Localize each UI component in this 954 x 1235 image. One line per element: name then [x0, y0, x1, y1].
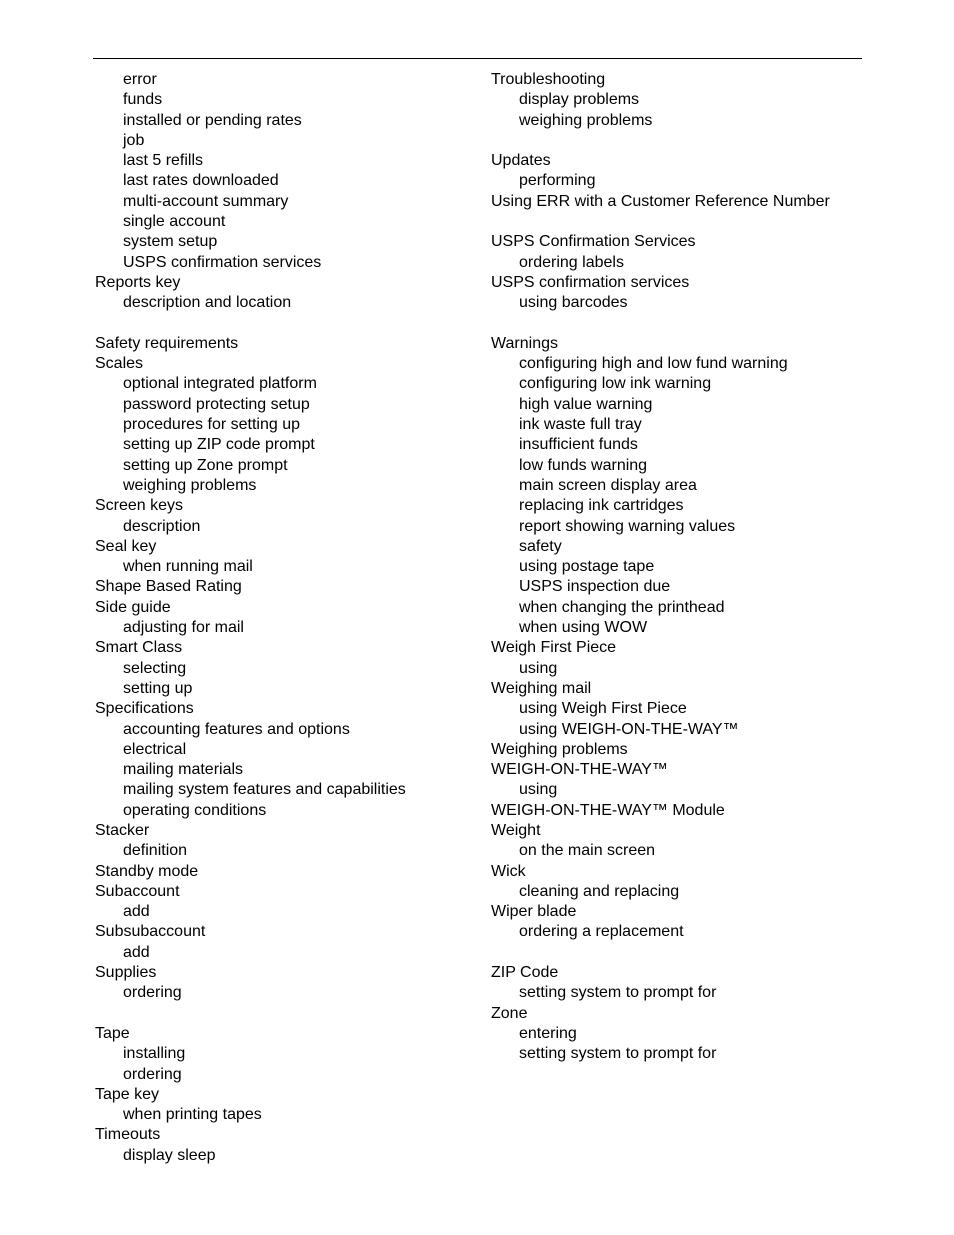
index-subentry: main screen display area	[519, 476, 697, 494]
index-entry: Standby mode	[95, 862, 199, 880]
index-subentry: add	[123, 903, 150, 921]
index-entry: Scales	[95, 355, 144, 373]
index-entry: Supplies	[95, 964, 157, 982]
index-entry: Subaccount	[95, 882, 180, 900]
index-subentry: optional integrated platform	[123, 375, 317, 393]
index-entry: Subsubaccount	[95, 923, 206, 941]
index-subentry: configuring low ink warning	[519, 375, 712, 393]
index-subentry: setting system to prompt for	[519, 984, 717, 1002]
index-entry: Safety requirements	[95, 334, 239, 352]
index-spacer	[491, 131, 931, 151]
index-entry: USPS confirmation services	[491, 273, 690, 291]
index-subentry: password protecting setup	[123, 395, 310, 413]
index-entry: Smart Class	[95, 639, 183, 657]
index-entry: Using ERR with a Customer Reference Number	[491, 192, 830, 210]
index-subentry: when running mail	[123, 558, 253, 576]
index-entry: Seal key	[95, 537, 157, 555]
index-subentry: operating conditions	[123, 801, 267, 819]
index-subentry: display sleep	[123, 1146, 216, 1164]
index-entry: Weighing problems	[491, 740, 628, 758]
index-subentry: ink waste full tray	[519, 416, 642, 434]
index-subentry: installing	[123, 1045, 186, 1063]
index-subentry: using postage tape	[519, 558, 655, 576]
index-entry: Tape key	[95, 1085, 160, 1103]
index-subentry: entering	[519, 1024, 577, 1042]
index-subentry: ordering labels	[519, 253, 624, 271]
index-spacer	[491, 314, 931, 334]
index-subentry: report showing warning values	[519, 517, 736, 535]
index-subentry: using barcodes	[519, 294, 628, 312]
index-entry: Side guide	[95, 598, 171, 616]
index-subentry: setting up Zone prompt	[123, 456, 288, 474]
index-subentry: cleaning and replacing	[519, 882, 680, 900]
index-subentry: last rates downloaded	[123, 172, 279, 190]
index-subentry: when using WOW	[519, 619, 648, 637]
index-entry: Zone	[491, 1004, 528, 1022]
index-subentry: ordering	[123, 1065, 182, 1083]
index-subentry: safety	[519, 537, 562, 555]
index-subentry: selecting	[123, 659, 187, 677]
index-entry: Troubleshooting	[491, 71, 606, 88]
index-subentry: electrical	[123, 740, 187, 758]
index-subentry: accounting features and options	[123, 720, 350, 738]
index-subentry: multi-account summary	[123, 192, 289, 210]
index-subentry: using	[519, 781, 558, 799]
index-entry: USPS Confirmation Services	[491, 233, 696, 251]
index-subentry: setting up	[123, 679, 193, 697]
index-subentry: low funds warning	[519, 456, 648, 474]
index-subentry: using	[519, 659, 558, 677]
index-subentry: add	[123, 943, 150, 961]
index-subentry: weighing problems	[123, 476, 257, 494]
index-subentry: error	[123, 71, 157, 88]
index-subentry: USPS inspection due	[519, 578, 671, 596]
index-entry: WEIGH-ON-THE-WAY™	[491, 761, 668, 779]
index-entry: Weigh First Piece	[491, 639, 617, 657]
index-subentry: setting system to prompt for	[519, 1045, 717, 1063]
index-subentry: description and location	[123, 294, 292, 312]
index-subentry: weighing problems	[519, 111, 653, 129]
index-subentry: high value warning	[519, 395, 653, 413]
index-spacer	[491, 212, 931, 232]
index-subentry: definition	[123, 842, 188, 860]
index-subentry: system setup	[123, 233, 218, 251]
index-subentry: display problems	[519, 91, 640, 109]
index-entry: Tape	[95, 1024, 130, 1042]
index-subentry: insufficient funds	[519, 436, 638, 454]
index-subentry: description	[123, 517, 201, 535]
index-column-right	[491, 70, 931, 1065]
index-subentry: mailing materials	[123, 761, 244, 779]
index-spacer	[95, 314, 475, 334]
index-subentry: when changing the printhead	[519, 598, 725, 616]
index-entry: Weighing mail	[491, 679, 592, 697]
index-subentry: mailing system features and capabilities	[123, 781, 406, 799]
index-subentry: job	[123, 131, 145, 149]
index-entry: WEIGH-ON-THE-WAY™ Module	[491, 801, 725, 819]
index-subentry: USPS confirmation services	[123, 253, 322, 271]
index-subentry: adjusting for mail	[123, 619, 244, 637]
index-entry: Weight	[491, 821, 541, 839]
index-subentry: replacing ink cartridges	[519, 497, 684, 515]
index-entry: Screen keys	[95, 497, 184, 515]
index-subentry: configuring high and low fund warning	[519, 355, 788, 373]
index-subentry: single account	[123, 213, 226, 231]
index-subentry: ordering a replacement	[519, 923, 684, 941]
index-subentry: funds	[123, 91, 163, 109]
index-subentry: installed or pending rates	[123, 111, 302, 129]
index-entry: Stacker	[95, 821, 150, 839]
index-subentry: on the main screen	[519, 842, 656, 860]
index-subentry: setting up ZIP code prompt	[123, 436, 315, 454]
index-subentry: last 5 refills	[123, 152, 204, 170]
index-subentry: procedures for setting up	[123, 416, 300, 434]
index-entry: Specifications	[95, 700, 194, 718]
index-subentry: performing	[519, 172, 596, 190]
header-rule	[93, 58, 862, 59]
index-column-left	[95, 70, 475, 1166]
index-entry: Reports key	[95, 273, 181, 291]
index-entry: Timeouts	[95, 1126, 161, 1144]
index-entry: Updates	[491, 152, 551, 170]
index-entry: Wiper blade	[491, 903, 577, 921]
index-entry: Warnings	[491, 334, 558, 352]
index-subentry: using Weigh First Piece	[519, 700, 687, 718]
index-entry: ZIP Code	[491, 964, 559, 982]
index-entry: Shape Based Rating	[95, 578, 242, 596]
index-spacer	[491, 943, 931, 963]
index-subentry: when printing tapes	[123, 1106, 262, 1124]
index-subentry: ordering	[123, 984, 182, 1002]
index-spacer	[95, 1004, 475, 1024]
index-subentry: using WEIGH-ON-THE-WAY™	[519, 720, 739, 738]
index-entry: Wick	[491, 862, 526, 880]
